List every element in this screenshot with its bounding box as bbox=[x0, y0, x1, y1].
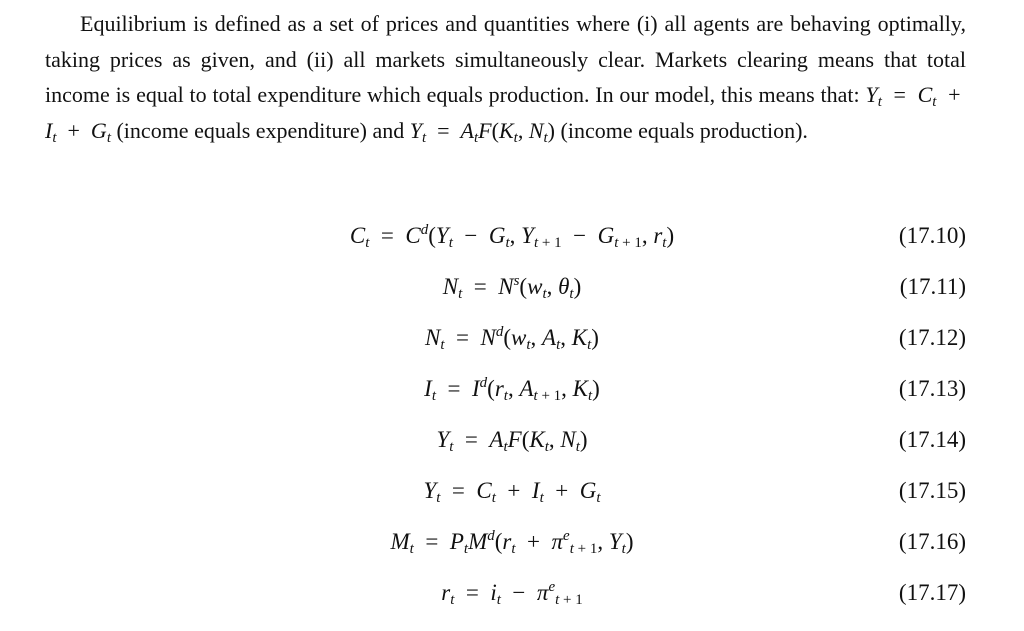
equation-row bbox=[0, 267, 1024, 307]
equation-row bbox=[0, 573, 1024, 613]
equation-number: (17.14) bbox=[898, 427, 966, 452]
equation: $r_t = i_t - \pi^e_{t + 1}$ bbox=[441, 579, 583, 608]
equation-number: (17.10) bbox=[898, 223, 966, 248]
para-text-3: (income equals production). bbox=[555, 117, 808, 143]
equation-row bbox=[0, 471, 1024, 511]
equation-number: (17.12) bbox=[898, 325, 966, 350]
equation-row bbox=[0, 522, 1024, 562]
equation-row bbox=[0, 369, 1024, 409]
equation-number: (17.11) bbox=[899, 274, 966, 299]
inline-eq-expenditure: $Y_t = C_t + I_t + G_t$ bbox=[45, 82, 967, 146]
equation: $Y_t = C_t + I_t + G_t$ bbox=[423, 478, 601, 506]
equilibrium-paragraph bbox=[45, 6, 966, 148]
inline-eq-production: $Y_t = A_tF(K_t$, $N_t$) bbox=[409, 117, 555, 146]
equation-number: (17.15) bbox=[898, 478, 966, 503]
equation-number: (17.17) bbox=[898, 580, 966, 605]
equation: $Y_t = A_tF(K_t$, $N_t$) bbox=[436, 427, 588, 455]
equation-number: (17.13) bbox=[898, 376, 966, 401]
para-text-2: (income equals expenditure) and bbox=[110, 117, 410, 143]
equation-row bbox=[0, 420, 1024, 460]
equation: $N_t = N^d(w_t$, $A_t$, $K_t$) bbox=[425, 324, 599, 353]
equation: $N_t = N^s(w_t$, $\theta_t$) bbox=[442, 273, 582, 302]
para-text-1: Equilibrium is defined as a set of prices and quantities where (i) all agents are behaving optimally, taking prices as given, and (ii) all markets simultaneously clear. Markets clearing means that total income is equal to total expenditure which equals production. In our model, this means that: bbox=[45, 11, 966, 107]
equation-row bbox=[0, 318, 1024, 358]
equation: $C_t = C^d(Y_t - G_t$, $Y_{t + 1} - G_{t + 1}$, $r_t$) bbox=[349, 222, 675, 251]
equation: $I_t = I^d(r_t$, $A_{t + 1}$, $K_t$) bbox=[424, 375, 600, 404]
equation: $M_t = P_tM^d(r_t + \pi^e_{t + 1}$, $Y_t$) bbox=[390, 528, 634, 557]
equation-number: (17.16) bbox=[898, 529, 966, 554]
equation-row bbox=[0, 216, 1024, 256]
